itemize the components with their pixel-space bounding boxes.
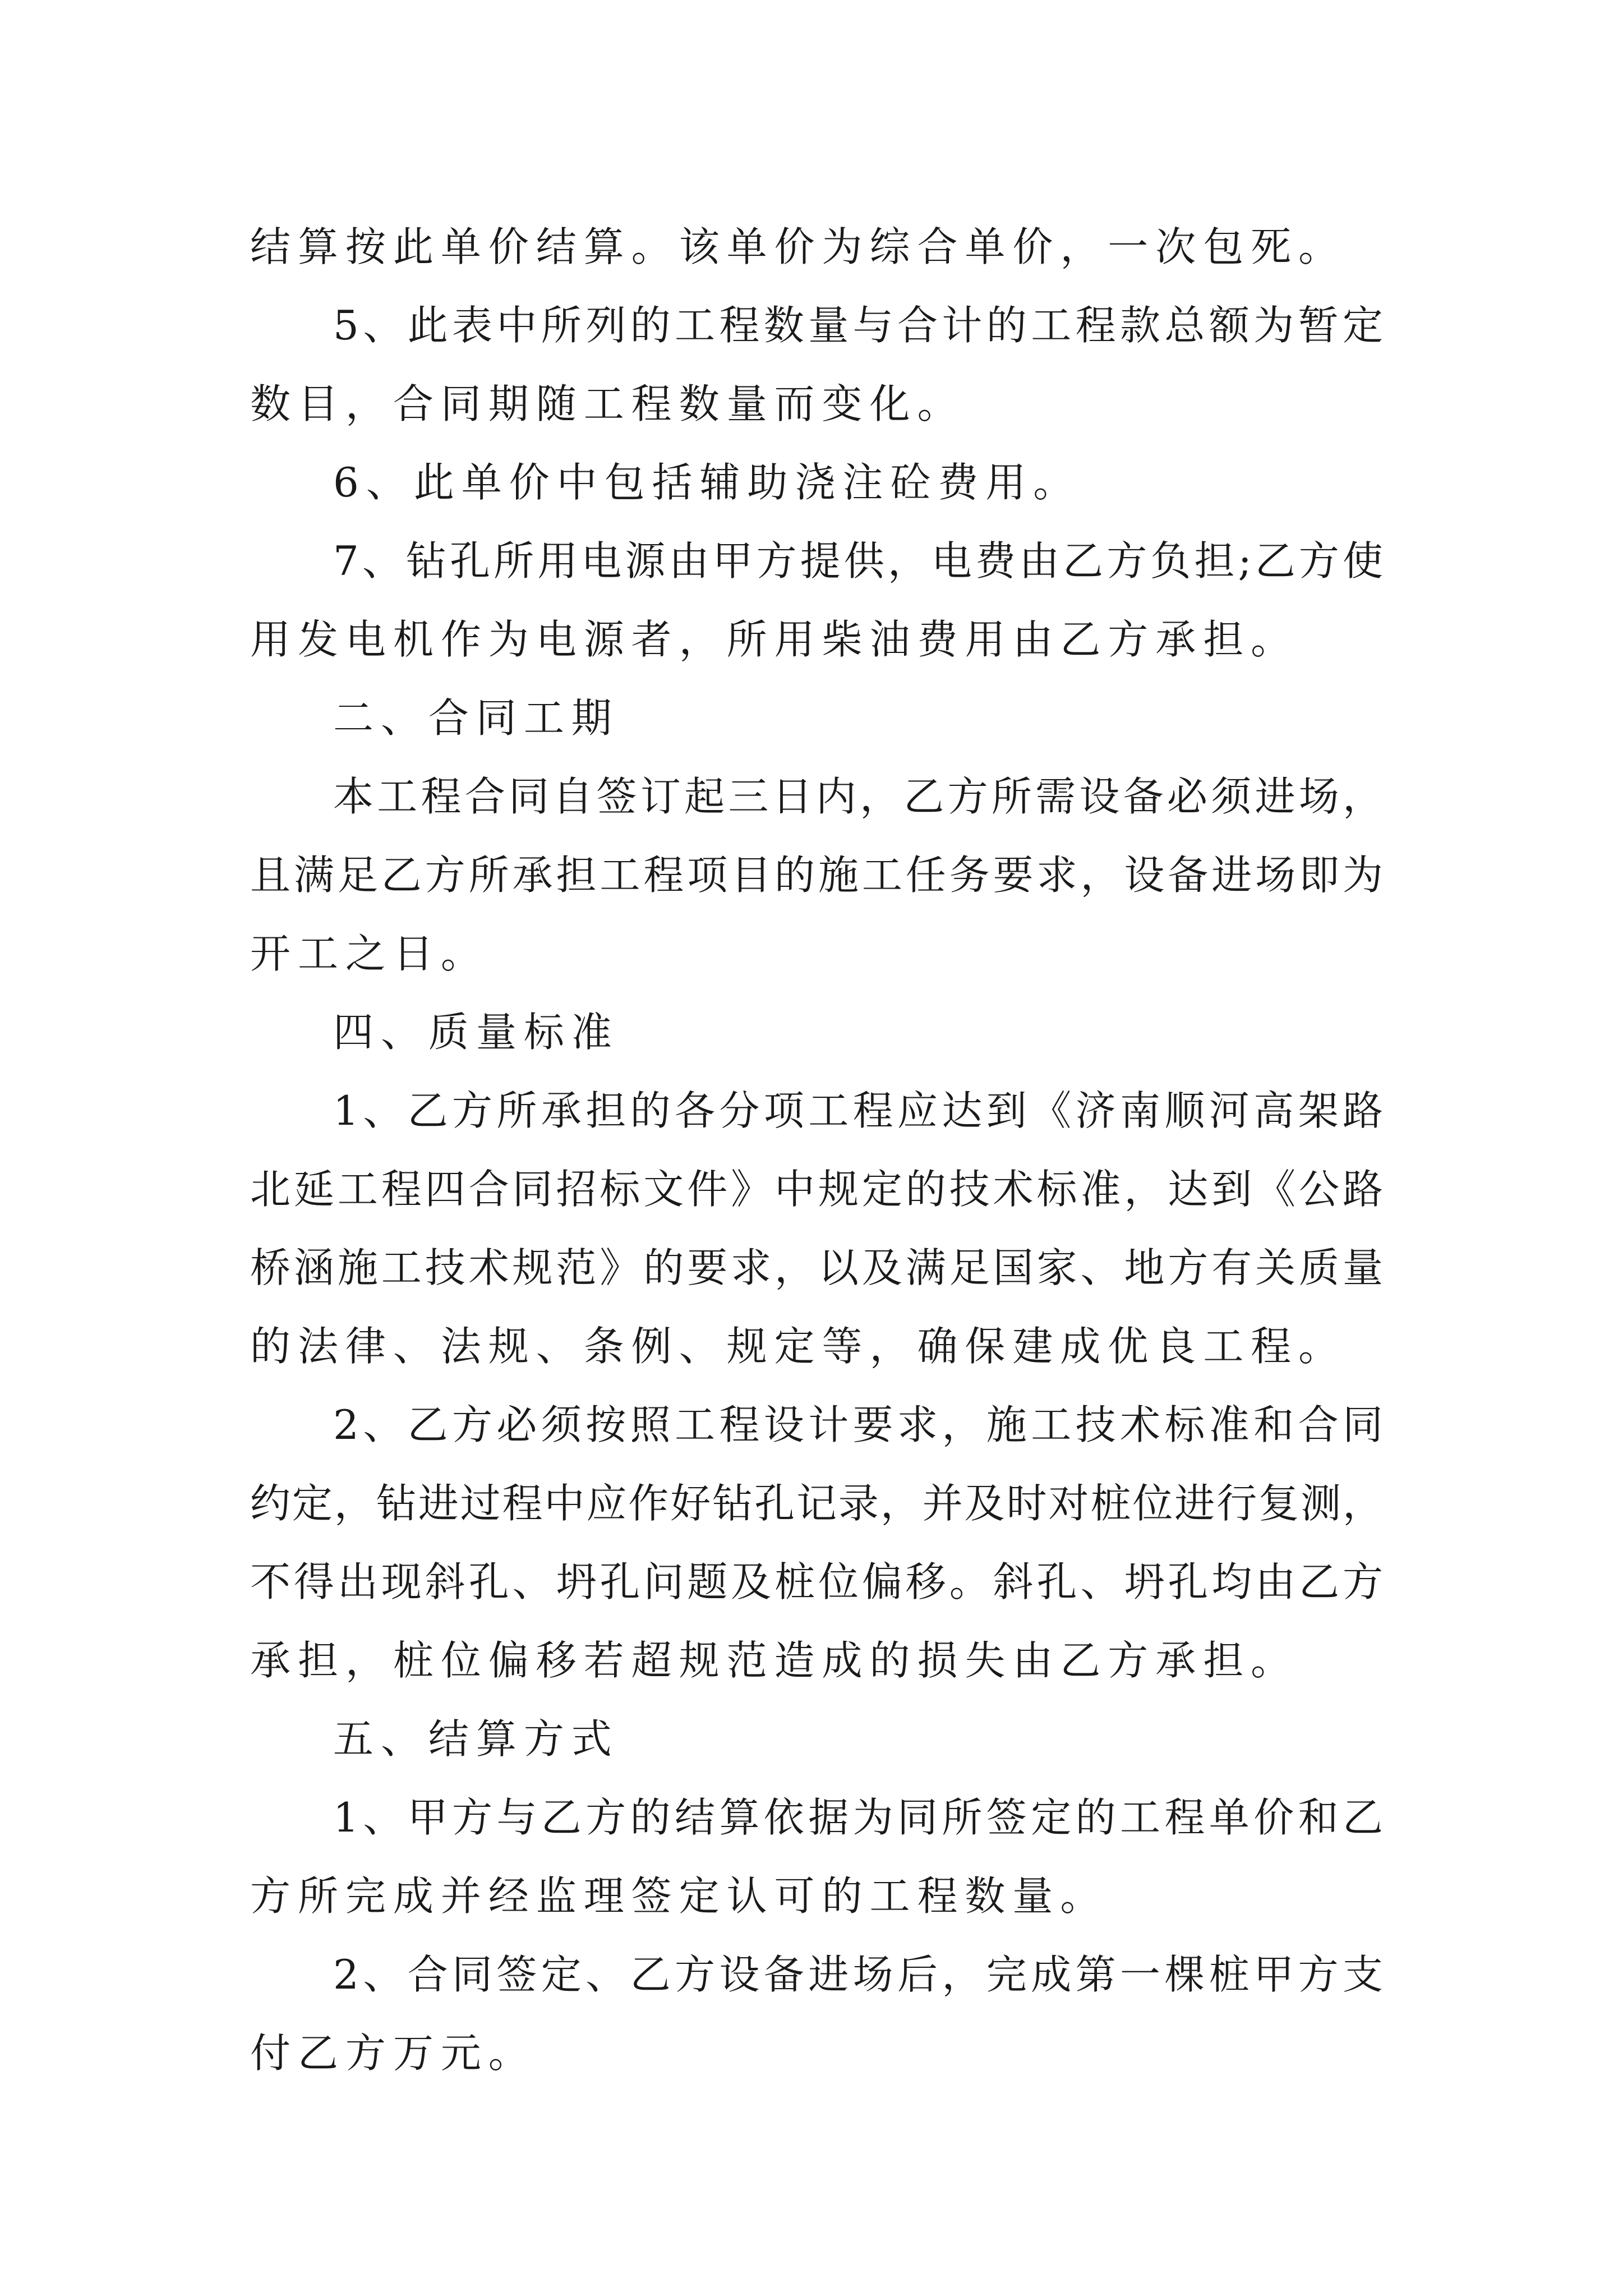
paragraph-line: 本工程合同自签订起三日内，乙方所需设备必须进场， (333, 773, 1383, 820)
paragraph-line: 北延工程四合同招标文件》中规定的技术标准，达到《公路 (250, 1166, 1383, 1213)
paragraph-line: 付乙方万元。 (250, 2030, 536, 2077)
section-heading: 二、合同工期 (333, 694, 619, 742)
section-heading: 四、质量标准 (333, 1009, 619, 1056)
paragraph-line: 用发电机作为电源者，所用柴油费用由乙方承担。 (250, 616, 1299, 663)
paragraph-line: 2、乙方必须按照工程设计要求，施工技术标准和合同 (333, 1401, 1383, 1448)
paragraph-line: 且满足乙方所承担工程项目的施工任务要求，设备进场即为 (250, 852, 1383, 899)
paragraph-line: 不得出现斜孔、坍孔问题及桩位偏移。斜孔、坍孔均由乙方 (250, 1558, 1383, 1605)
paragraph-line: 1、乙方所承担的各分项工程应达到《济南顺河高架路 (333, 1087, 1383, 1134)
paragraph-line: 开工之日。 (250, 930, 488, 977)
section-heading: 五、结算方式 (333, 1715, 619, 1763)
paragraph-line: 约定，钻进过程中应作好钻孔记录，并及时对桩位进行复测， (250, 1480, 1383, 1527)
document-page (250, 208, 1383, 2092)
paragraph-line: 1、甲方与乙方的结算依据为同所签定的工程单价和乙 (333, 1794, 1383, 1841)
paragraph-line: 2、合同签定、乙方设备进场后，完成第一棵桩甲方支 (333, 1951, 1383, 1998)
paragraph-line: 方所完成并经监理签定认可的工程数量。 (250, 1872, 1108, 1920)
paragraph-line: 7、钻孔所用电源由甲方提供，电费由乙方负担;乙方使 (333, 537, 1383, 585)
paragraph-line: 承担，桩位偏移若超规范造成的损失由乙方承担。 (250, 1637, 1299, 1684)
paragraph-line: 的法律、法规、条例、规定等，确保建成优良工程。 (250, 1323, 1347, 1370)
paragraph-line: 结算按此单价结算。该单价为综合单价，一次包死。 (250, 223, 1347, 270)
paragraph-line: 数目，合同期随工程数量而变化。 (250, 380, 965, 427)
paragraph-line: 6、此单价中包括辅助浇注砼费用。 (333, 459, 1081, 506)
paragraph-line: 桥涵施工技术规范》的要求，以及满足国家、地方有关质量 (250, 1244, 1383, 1291)
paragraph-line: 5、此表中所列的工程数量与合计的工程款总额为暂定 (333, 302, 1383, 349)
